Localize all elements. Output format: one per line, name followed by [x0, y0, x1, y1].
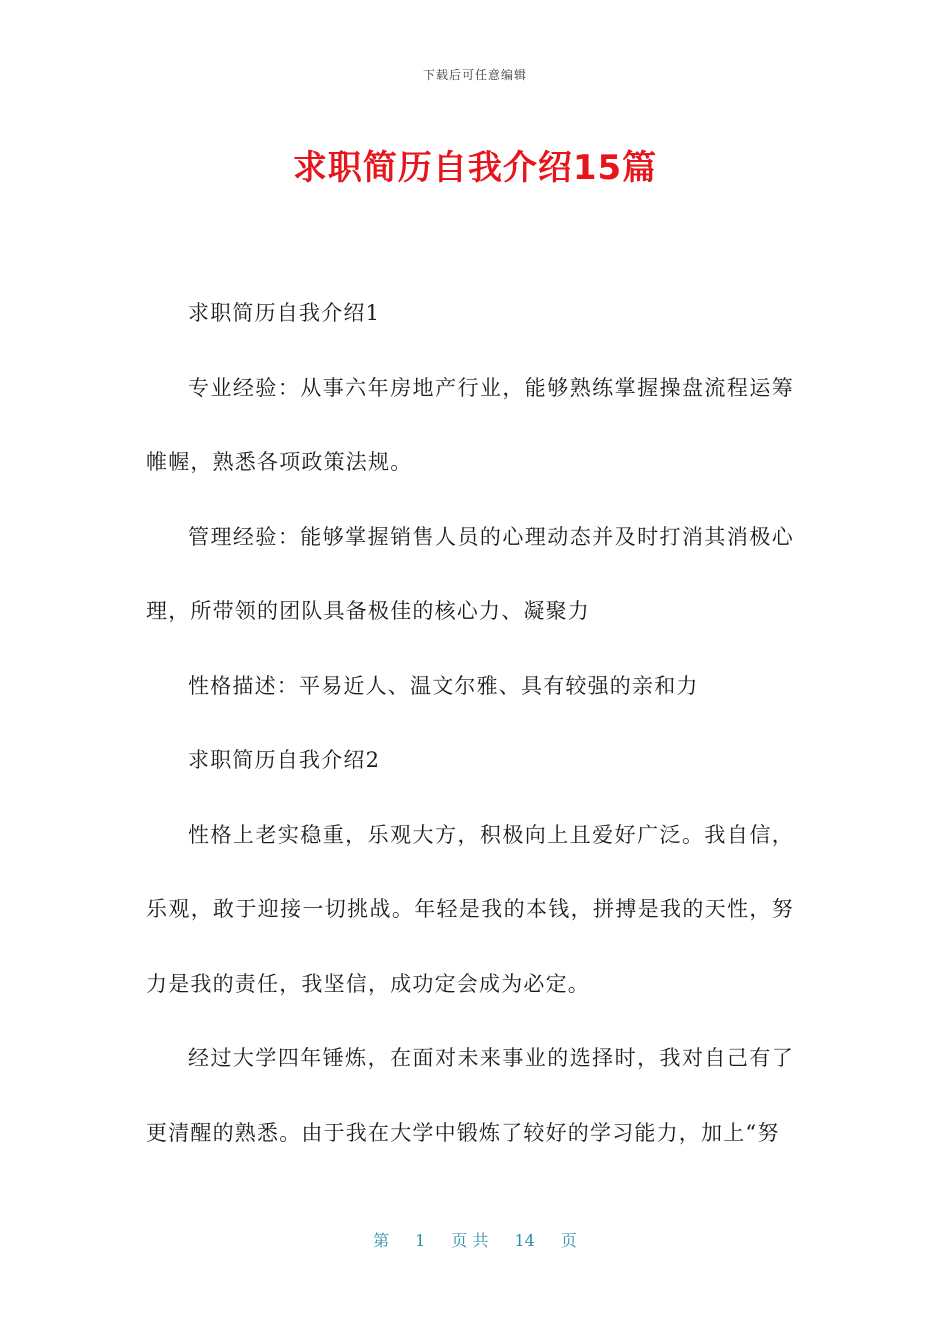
paragraph-professional-experience: 专业经验：从事六年房地产行业，能够熟练掌握操盘流程运筹帷幄，熟悉各项政策法规。 — [146, 375, 794, 474]
footer-prefix: 第 — [373, 1231, 390, 1250]
section-heading-1: 求职简历自我介绍1 — [188, 301, 381, 325]
section-heading-2: 求职简历自我介绍2 — [188, 748, 381, 772]
paragraph-management-experience: 管理经验：能够掌握销售人员的心理动态并及时打消其消极心理，所带领的团队具备极佳的核心力、凝聚力 — [146, 524, 794, 623]
footer-total-pages: 14 — [514, 1231, 535, 1250]
footer-middle: 页 共 — [451, 1231, 489, 1250]
paragraph-university: 经过大学四年锤炼，在面对未来事业的选择时，我对自己有了更清醒的熟悉。由于我在大学中锻炼了较好的学习能力，加上“努 — [146, 1046, 794, 1145]
footer-suffix: 页 — [560, 1231, 577, 1250]
page-footer — [0, 1228, 950, 1251]
paragraph-character: 性格上老实稳重，乐观大方，积极向上且爱好广泛。我自信，乐观，敢于迎接一切挑战。年轻是我的本钱，拼搏是我的天性，努力是我的责任，我坚信，成功定会成为必定。 — [146, 822, 794, 996]
paragraph-personality: 性格描述：平易近人、温文尔雅、具有较强的亲和力 — [188, 673, 699, 698]
footer-current-page: 1 — [415, 1231, 426, 1250]
document-body — [146, 276, 794, 1170]
header-note: 下载后可任意编辑 — [422, 68, 527, 82]
document-title: 求职简历自我介绍15篇 — [292, 148, 658, 188]
